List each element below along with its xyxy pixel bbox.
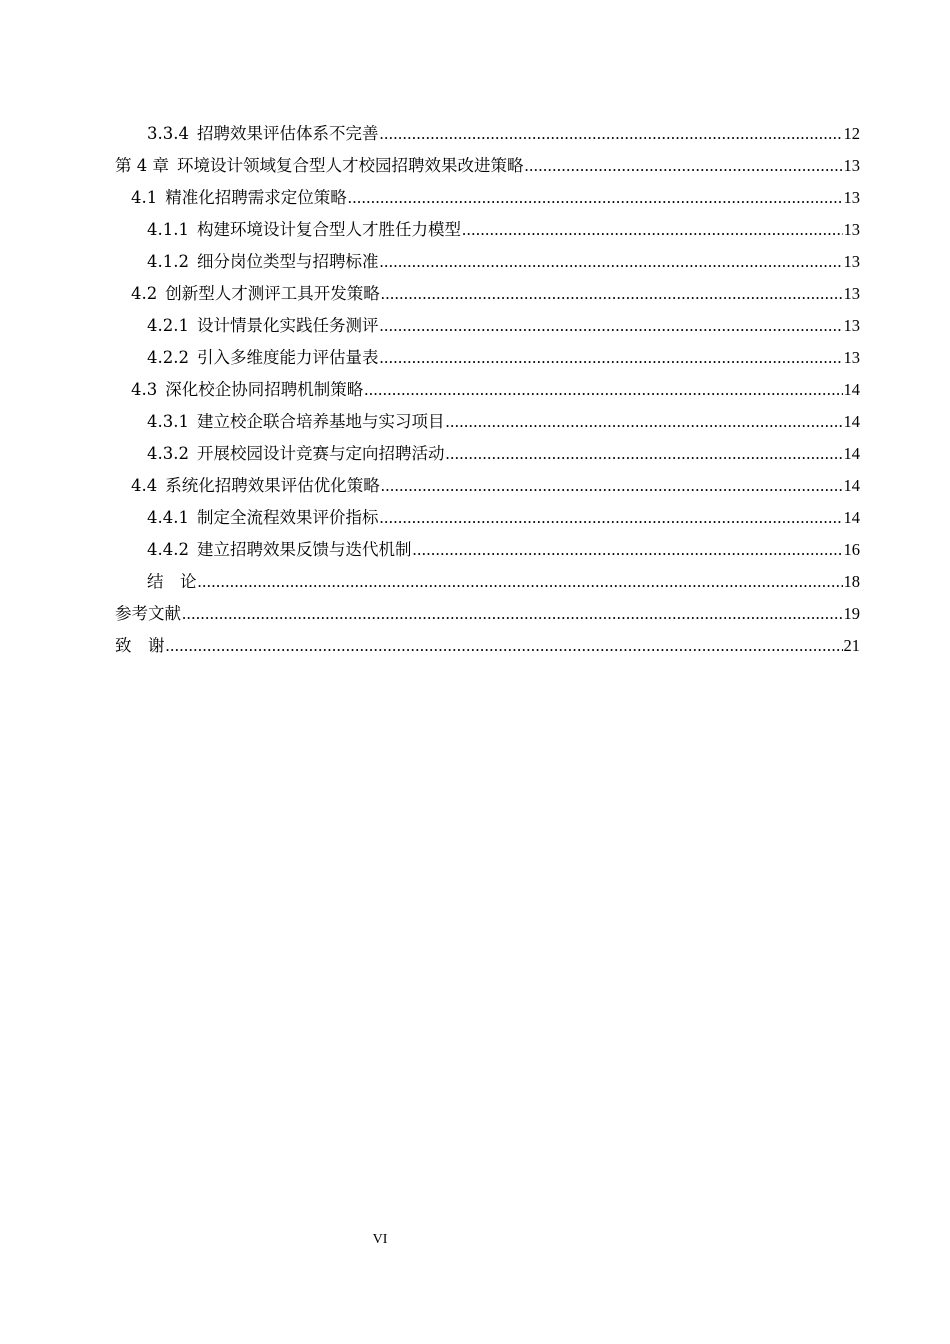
toc-entry-title: 参考文献 bbox=[115, 604, 181, 623]
toc-entry-page-number: 14 bbox=[843, 412, 860, 431]
toc-entry-title: 制定全流程效果评价指标 bbox=[196, 508, 379, 527]
toc-entry[interactable] bbox=[115, 278, 860, 310]
toc-leader-dots bbox=[379, 342, 842, 374]
toc-leader-dots bbox=[182, 598, 843, 630]
toc-entry-number: 4.2.2 bbox=[147, 348, 189, 367]
toc-leader-dots bbox=[198, 566, 843, 598]
toc-entry-page-number: 14 bbox=[843, 508, 860, 527]
toc-leader-dots bbox=[379, 502, 842, 534]
toc-entry-title: 建立招聘效果反馈与迭代机制 bbox=[196, 540, 412, 559]
table-of-contents bbox=[115, 118, 860, 662]
toc-entry-title: 引入多维度能力评估量表 bbox=[196, 348, 379, 367]
toc-entry-number: 4.3.2 bbox=[147, 444, 189, 463]
toc-entry-title: 招聘效果评估体系不完善 bbox=[196, 124, 379, 143]
toc-entry-page-number: 18 bbox=[843, 572, 860, 591]
toc-leader-dots bbox=[412, 534, 842, 566]
toc-entry[interactable] bbox=[115, 182, 860, 214]
toc-entry-page-number: 13 bbox=[843, 284, 860, 303]
toc-entry[interactable] bbox=[115, 342, 860, 374]
toc-leader-dots bbox=[379, 118, 842, 150]
toc-entry-title: 创新型人才测评工具开发策略 bbox=[165, 284, 380, 303]
toc-entry-title: 构建环境设计复合型人才胜任力模型 bbox=[196, 220, 461, 239]
toc-entry[interactable] bbox=[115, 310, 860, 342]
toc-entry-number: 4.1.2 bbox=[147, 252, 189, 271]
toc-entry-number: 4.2 bbox=[131, 284, 158, 303]
toc-entry[interactable] bbox=[115, 246, 860, 278]
toc-entry-page-number: 12 bbox=[843, 124, 860, 143]
toc-leader-dots bbox=[379, 310, 842, 342]
toc-entry-page-number: 13 bbox=[843, 188, 860, 207]
toc-entry[interactable] bbox=[115, 438, 860, 470]
toc-entry-page-number: 13 bbox=[843, 220, 860, 239]
toc-entry-title: 系统化招聘效果评估优化策略 bbox=[165, 476, 380, 495]
toc-entry-title: 结 论 bbox=[147, 572, 197, 591]
toc-entry[interactable] bbox=[115, 118, 860, 150]
toc-entry-number: 4.3.1 bbox=[147, 412, 189, 431]
toc-leader-dots bbox=[166, 630, 843, 662]
toc-entry-number: 4.1 bbox=[131, 188, 158, 207]
toc-entry-title: 开展校园设计竞赛与定向招聘活动 bbox=[196, 444, 445, 463]
toc-entry-title: 深化校企协同招聘机制策略 bbox=[165, 380, 364, 399]
toc-leader-dots bbox=[445, 438, 842, 470]
toc-entry[interactable] bbox=[115, 214, 860, 246]
toc-entry[interactable] bbox=[115, 598, 860, 630]
toc-entry-page-number: 16 bbox=[843, 540, 860, 559]
toc-entry-page-number: 13 bbox=[843, 156, 860, 175]
toc-entry-page-number: 21 bbox=[843, 636, 860, 655]
toc-entry-page-number: 14 bbox=[843, 380, 860, 399]
toc-entry[interactable] bbox=[115, 534, 860, 566]
toc-entry-number: 3.3.4 bbox=[147, 124, 189, 143]
toc-entry-page-number: 13 bbox=[843, 348, 860, 367]
toc-entry-page-number: 19 bbox=[843, 604, 860, 623]
toc-entry-number: 4.2.1 bbox=[147, 316, 189, 335]
toc-entry-title: 致 谢 bbox=[115, 636, 165, 655]
toc-entry-number: 第 4 章 bbox=[115, 156, 169, 175]
toc-entry-title: 设计情景化实践任务测评 bbox=[196, 316, 379, 335]
toc-entry-number: 4.4 bbox=[131, 476, 158, 495]
toc-entry-number: 4.4.2 bbox=[147, 540, 189, 559]
toc-entry-title: 环境设计领域复合型人才校园招聘效果改进策略 bbox=[177, 156, 524, 175]
toc-entry-number: 4.4.1 bbox=[147, 508, 189, 527]
toc-entry[interactable] bbox=[115, 630, 860, 662]
toc-entry[interactable] bbox=[115, 566, 860, 598]
toc-entry-number: 4.3 bbox=[131, 380, 158, 399]
toc-entry-page-number: 14 bbox=[843, 476, 860, 495]
toc-leader-dots bbox=[445, 406, 842, 438]
toc-entry-title: 建立校企联合培养基地与实习项目 bbox=[196, 412, 445, 431]
toc-entry[interactable] bbox=[115, 406, 860, 438]
toc-entry-title: 细分岗位类型与招聘标准 bbox=[196, 252, 379, 271]
toc-leader-dots bbox=[379, 246, 842, 278]
toc-entry[interactable] bbox=[115, 470, 860, 502]
toc-leader-dots bbox=[525, 150, 843, 182]
toc-leader-dots bbox=[364, 374, 842, 406]
toc-entry-title: 精准化招聘需求定位策略 bbox=[165, 188, 347, 207]
toc-entry[interactable] bbox=[115, 374, 860, 406]
toc-leader-dots bbox=[381, 470, 843, 502]
page-number-footer: VI bbox=[372, 1232, 388, 1247]
toc-entry-page-number: 13 bbox=[843, 316, 860, 335]
toc-entry[interactable] bbox=[115, 150, 860, 182]
toc-leader-dots bbox=[348, 182, 843, 214]
toc-entry[interactable] bbox=[115, 502, 860, 534]
toc-entry-page-number: 13 bbox=[843, 252, 860, 271]
toc-entry-number: 4.1.1 bbox=[147, 220, 189, 239]
toc-entry-page-number: 14 bbox=[843, 444, 860, 463]
toc-leader-dots bbox=[462, 214, 843, 246]
toc-leader-dots bbox=[381, 278, 843, 310]
